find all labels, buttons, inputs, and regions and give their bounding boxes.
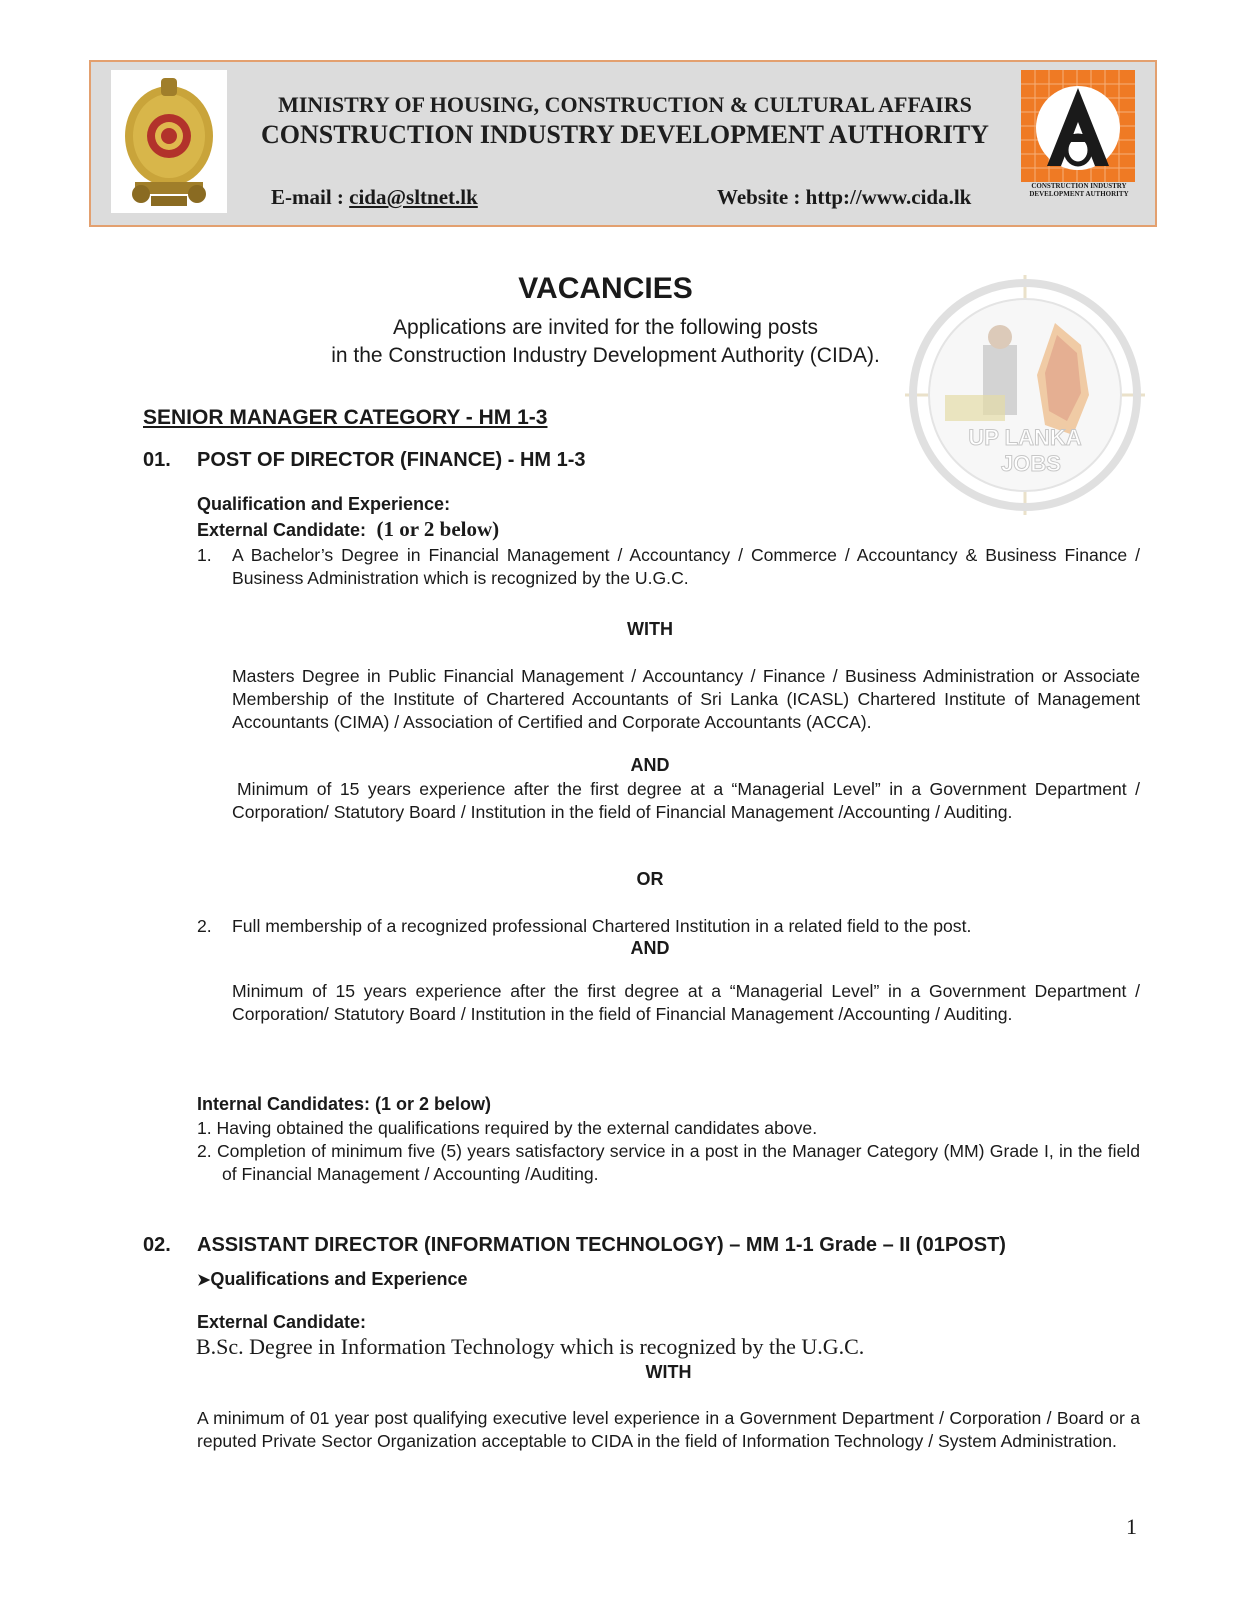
post-1-internal-1: 1. Having obtained the qualifications required by the external candidates above. — [197, 1118, 818, 1138]
category-heading: SENIOR MANAGER CATEGORY - HM 1-3 — [143, 406, 548, 429]
post-1-qualification-heading: Qualification and Experience: — [197, 494, 451, 514]
page-number: 1 — [1126, 1514, 1137, 1539]
post-1-experience-2: Minimum of 15 years experience after the first degree at a “Managerial Level” in a Government Department / Corporation/ Statutory Board / Institution in the field of Financial Management /Accounting / Auditing. — [232, 981, 1140, 1024]
post-1-number: 01. — [143, 449, 171, 471]
post-2-external-label: External Candidate: — [197, 1312, 367, 1332]
or-word: OR — [636, 869, 664, 889]
post-1-internal-2: 2. Completion of minimum five (5) years satisfactory service in a post in the Manager Category (MM) Grade I, in the field of Financial Management / Accounting /Auditing. — [197, 1141, 1140, 1184]
website-label: Website : — [717, 185, 801, 209]
authority-name: CONSTRUCTION INDUSTRY DEVELOPMENT AUTHORITY — [261, 120, 989, 149]
cida-logo-caption: CONSTRUCTION INDUSTRY DEVELOPMENT AUTHORITY — [1029, 182, 1129, 198]
watermark-text-1: UP LANKA — [968, 425, 1082, 450]
post-1-item-2-text: Full membership of a recognized professional Chartered Institution in a related field to the post. — [232, 916, 972, 936]
website-line — [717, 185, 971, 210]
letterhead-banner — [89, 60, 1157, 227]
email-label: E-mail : — [271, 185, 344, 209]
and-1: AND — [630, 755, 670, 775]
page-title: VACANCIES — [518, 272, 693, 305]
post-2-qualification-line — [197, 1269, 468, 1290]
post-2-degree: B.Sc. Degree in Information Technology which is recognized by the U.G.C. — [196, 1334, 865, 1359]
post-1-item-2-number: 2. — [197, 916, 212, 936]
email-line — [271, 185, 478, 210]
intro-line-1: Applications are invited for the following posts — [393, 316, 818, 339]
post-1-internal-heading: Internal Candidates: (1 or 2 below) — [197, 1094, 492, 1114]
up-lanka-jobs-watermark-icon — [905, 275, 1145, 515]
post-1-masters-text: Masters Degree in Public Financial Management / Accountancy / Finance / Business Administration or Associate Membership of the Institute of Chartered Accountants of Sri Lanka (ICASL) Chartered Institute of Management Accountants (CIMA) / Association of Certified and Corporate Accountants (ACCA). — [232, 666, 1140, 732]
post-1-item-1-text: A Bachelor’s Degree in Financial Management / Accountancy / Commerce / Accountancy & Business Finance / Business Administration which is recognized by the U.G.C. — [232, 545, 1140, 588]
and-2: AND — [630, 938, 670, 958]
post-1-title: POST OF DIRECTOR (FINANCE) - HM 1-3 — [197, 449, 586, 471]
post-2-title: ASSISTANT DIRECTOR (INFORMATION TECHNOLOGY) – MM 1-1 Grade – II (01POST) — [197, 1234, 1006, 1256]
ministry-name: MINISTRY OF HOUSING, CONSTRUCTION & CULTURAL AFFAIRS — [278, 92, 972, 117]
post-2-number: 02. — [143, 1234, 171, 1256]
post-1-item-1-number: 1. — [197, 545, 212, 565]
post-2-experience: A minimum of 01 year post qualifying executive level experience in a Government Department / Corporation / Board or a reputed Private Sector Organization acceptable to CIDA in the field of Information Technology / System Administration. — [197, 1408, 1140, 1451]
intro-line-2: in the Construction Industry Development Authority (CIDA). — [331, 344, 880, 367]
post-1-external-line — [197, 517, 499, 542]
post-1-experience-1: Minimum of 15 years experience after the first degree at a “Managerial Level” in a Government Department / Corporation/ Statutory Board / Institution in the field of Financial Management /Accounting / Auditing. — [232, 779, 1140, 822]
website-link[interactable]: http://www.cida.lk — [805, 185, 972, 209]
with-1: WITH — [627, 619, 673, 639]
post-1-external-label: External Candidate: — [197, 520, 367, 540]
post-2-qualification-heading: Qualifications and Experience — [210, 1269, 468, 1289]
post-1-external-note: (1 or 2 below) — [376, 517, 500, 541]
with-2: WITH — [645, 1362, 692, 1382]
email-link[interactable]: cida@sltnet.lk — [349, 185, 478, 209]
watermark-text-2: JOBS — [1001, 451, 1061, 476]
arrow-bullet-icon: ➤ — [197, 1272, 211, 1289]
